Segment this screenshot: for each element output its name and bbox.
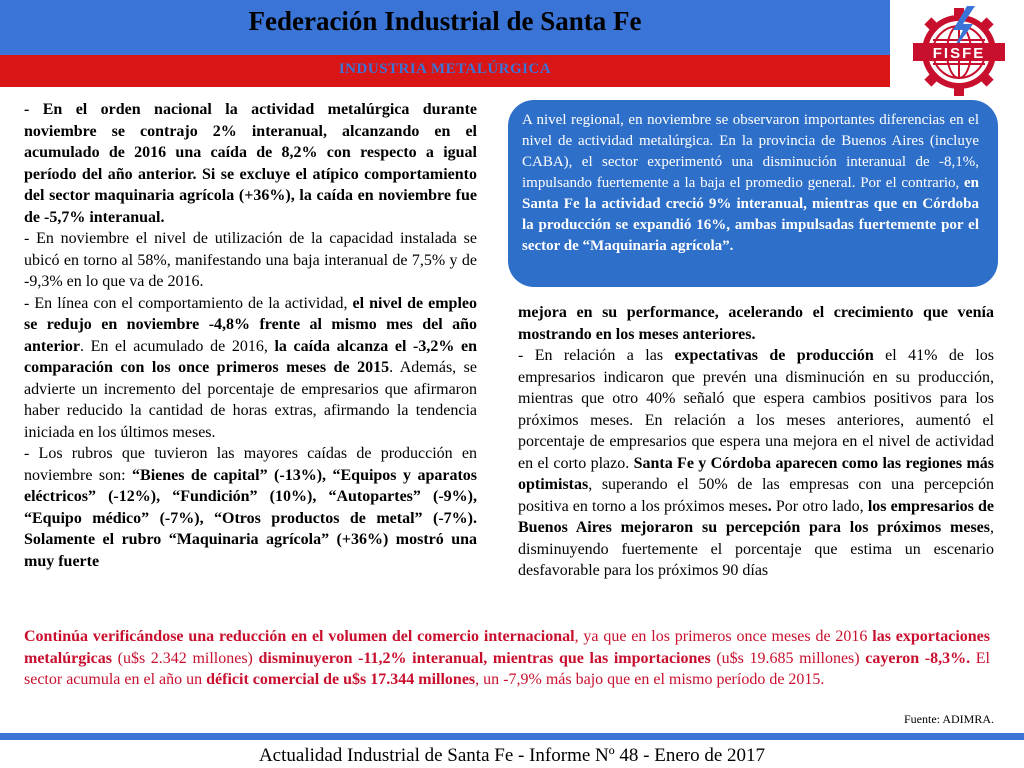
paragraph (24, 228, 477, 293)
text-run: - En el orden nacional la actividad metalúrgica durante noviembre se contrajo 2% interanual, alcanzando en el acumulado de 2016 una caída de 8,2% con respecto a igual período del año anterior. Si se excluye el atípico comportamiento del sector maquinaria agrícola (+36%), la caída en noviembre fue de -5,7% interanual. (24, 101, 477, 226)
text-run: Santa Fe y Córdoba aparecen como las regiones más optimistas (518, 454, 994, 493)
text-run: déficit comercial de u$s 17.344 millones (206, 671, 476, 688)
text-run: cayeron -8,3%. (865, 649, 971, 667)
footer-band (0, 733, 1024, 740)
text-run: A nivel regional, en noviembre se observaron importantes diferencias en el nivel de actividad metalúrgica. En la provincia de Buenos Aires (incluye CABA), el sector experimentó una disminución interanual de -8,1%, impulsando fuertemente a la baja el promedio general. Por el contrario, (522, 112, 979, 191)
text-run: los empresarios de Buenos Aires mejoraron su percepción para los próximos meses (518, 497, 995, 536)
paragraph (518, 302, 994, 345)
text-run: - En noviembre el nivel de utilización de la capacidad instalada se ubicó en torno al 58%, manifestando una baja interanual de 7,5% y de -9,3% en lo que va de 2016. (24, 230, 477, 290)
text-run: en Santa Fe la actividad creció 9% interanual, mientras que en Córdoba la producción se expandió 16%, ambas impulsadas fuertemente por el sector de “Maquinaria agrícola”. (522, 175, 979, 254)
text-run: , ya que en los primeros once meses de 2016 (574, 628, 873, 645)
text-run: Continúa verificándose una reducción en el volumen del comercio internacional (24, 628, 575, 645)
logo-text: FISFE (932, 45, 986, 62)
text-run: . Además, se advierte un incremento del porcentaje de empresarios que afirmaron haber reducido la cantidad de horas extras, afirmando la tendencia iniciada en los últimos meses. (24, 359, 478, 441)
left-column (24, 99, 477, 572)
text-run: disminuyeron -11,2% interanual, mientras que las importaciones (258, 649, 711, 667)
fisfe-logo (897, 2, 1021, 98)
page-title: Federación Industrial de Santa Fe (248, 6, 642, 36)
text-run: (u$s 19.685 millones) (710, 649, 866, 667)
section-subtitle: INDUSTRIA METALÚRGICA (338, 61, 552, 77)
text-run: El sector acumula en el año un (24, 649, 990, 688)
text-run: - Los rubros que tuvieron las mayores caídas de producción en noviembre son: (24, 445, 477, 484)
trade-summary-paragraph (24, 626, 990, 691)
text-run: - En línea con el comportamiento de la actividad, (24, 294, 353, 312)
text-run: - En relación a las (518, 347, 675, 364)
text-run: expectativas de producción (674, 347, 874, 364)
paragraph (24, 443, 477, 572)
text-run: “Bienes de capital” (-13%), “Equipos y aparatos eléctricos” (-12%), “Fundición” (10%), “Autopartes” (-9%), “Equipo médico” (-7%), “Otros productos de metal” (-7%). Solamente el rubro “Maquinaria agrícola” (+36%) mostró una muy fuerte (24, 466, 477, 570)
footer-text: Actualidad Industrial de Santa Fe - Informe Nº 48 - Enero de 2017 (258, 745, 766, 766)
text-run: . En el acumulado de 2016, (79, 337, 275, 355)
text-run: , disminuyendo fuertemente el porcentaje que estima un escenario desfavorable para los próximos 90 días (518, 519, 994, 579)
text-run: el 41% de los empresarios indicaron que prevén una disminución en su producción, mientras que otro 40% señaló que espera cambios positivos para los próximos meses. En relación a los meses anteriores, aumentó el porcentaje de empresarios que espera una mejora en el nivel de actividad en el corto plazo. (518, 347, 994, 472)
text-run: (u$s 2.342 millones) (111, 649, 259, 667)
text-run: Por otro lado, (771, 497, 868, 515)
text-run: la caída alcanza el -3,2% en comparación con los once primeros meses de 2015 (24, 337, 477, 376)
paragraph (518, 345, 994, 582)
text-run: mejora en su performance, acelerando el crecimiento que venía mostrando en los meses anteriores. (518, 304, 994, 343)
text-run: , un -7,9% más bajo que en el mismo período de 2015. (475, 671, 825, 688)
source-note: Fuente: ADIMRA. (904, 712, 994, 726)
paragraph (24, 99, 477, 228)
callout-text (522, 110, 979, 257)
right-column (518, 302, 994, 582)
paragraph (24, 293, 477, 444)
text-run: las exportaciones metalúrgicas (24, 628, 991, 667)
text-run: el nivel de empleo se redujo en noviembre -4,8% frente al mismo mes del año anterior (24, 294, 478, 355)
text-run: , superando el 50% de las empresas con una percepción positiva en torno a los próximos meses (518, 476, 994, 515)
text-run: . (767, 497, 772, 515)
